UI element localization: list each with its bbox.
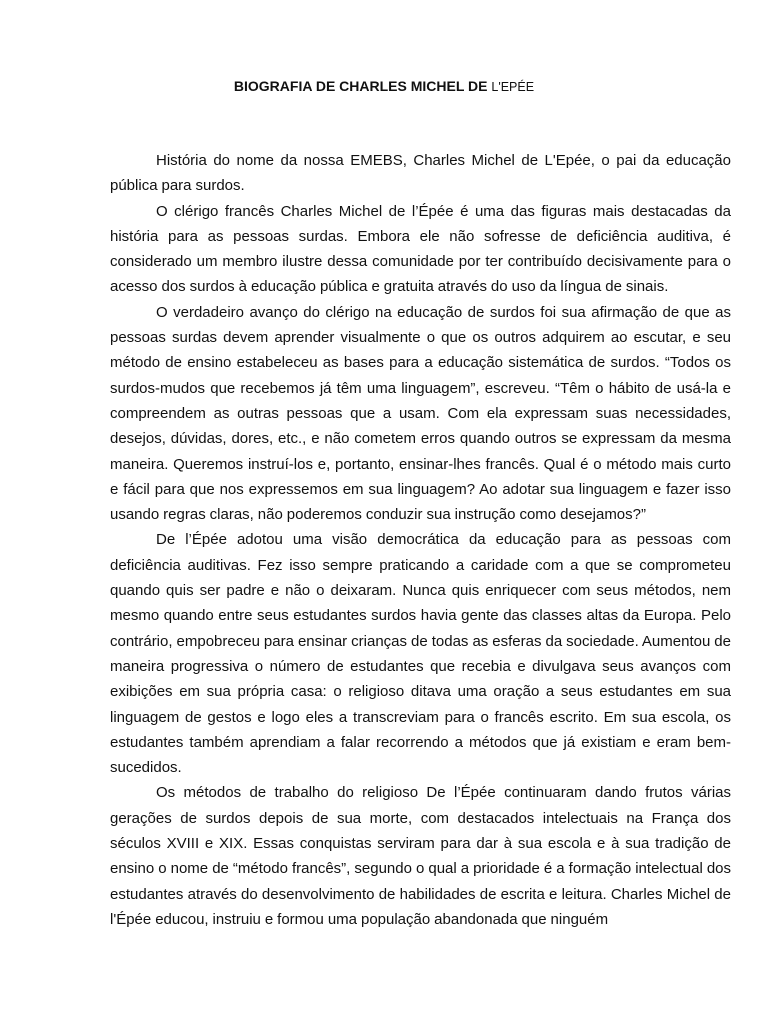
document-body <box>110 148 731 932</box>
paragraph: De l’Épée adotou uma visão democrática da educação para as pessoas com deficiência auditivas. Fez isso sempre praticando a caridade com a que se comprometeu quando quis ser padre e não o deixaram. Nunca quis enriquecer com seus métodos, nem mesmo quando entre seus estudantes surdos havia gente das classes altas da Europa. Pelo contrário, empobreceu para ensinar crianças de todas as esferas da sociedade. Aumentou de maneira progressiva o número de estudantes que recebia e divulgava seus avanços com exibições em sua própria casa: o religioso ditava uma oração a seus estudantes em sua linguagem de gestos e logo eles a transcreviam para o francês escrito. Em sua escola, os estudantes também aprendiam a falar recorrendo a métodos que já existiam e eram bem-sucedidos. <box>110 531 731 777</box>
paragraph: Os métodos de trabalho do religioso De l’Épée continuaram dando frutos várias gerações de surdos depois de sua morte, com destacados intelectuais na França dos séculos XVIII e XIX. Essas conquistas serviram para dar à sua escola e à sua tradição de ensino o nome de “método francês”, segundo o qual a prioridade é a formação intelectual dos estudantes através do desenvolvimento de habilidades de escrita e leitura. Charles Michel de l'Épée educou, instruiu e formou uma população abandonada que ninguém <box>110 784 731 928</box>
title-tail-text: L'EPÉE <box>491 80 535 94</box>
document-title <box>0 77 768 96</box>
paragraph: O verdadeiro avanço do clérigo na educação de surdos foi sua afirmação de que as pessoas surdas devem aprender visualmente o que os outros adquirem ao escutar, e seu método de ensino estabeleceu as bases para a educação sistemática de surdos. “Todos os surdos-mudos que recebemos já têm uma linguagem”, escreveu. “Têm o hábito de usá-la e compreendem as outras pessoas que a usam. Com ela expressam suas necessidades, desejos, dúvidas, dores, etc., e não cometem erros quando outros se expressam da mesma maneira. Queremos instruí-los e, portanto, ensinar-lhes francês. Qual é o método mais curto e fácil para que nos expressemos em sua linguagem? Ao adotar sua linguagem e fazer isso usando regras claras, não poderemos conduzir sua instrução como desejamos?” <box>110 303 731 524</box>
title-bold-text: BIOGRAFIA DE CHARLES MICHEL DE <box>233 78 488 94</box>
paragraph: História do nome da nossa EMEBS, Charles Michel de L'Epée, o pai da educação pública para surdos. <box>110 152 731 195</box>
paragraph: O clérigo francês Charles Michel de l’Épée é uma das figuras mais destacadas da história para as pessoas surdas. Embora ele não sofresse de deficiência auditiva, é considerado um membro ilustre dessa comunidade por ter contribuído decisivamente para o acesso dos surdos à educação pública e gratuita através do uso da língua de sinais. <box>110 202 731 296</box>
